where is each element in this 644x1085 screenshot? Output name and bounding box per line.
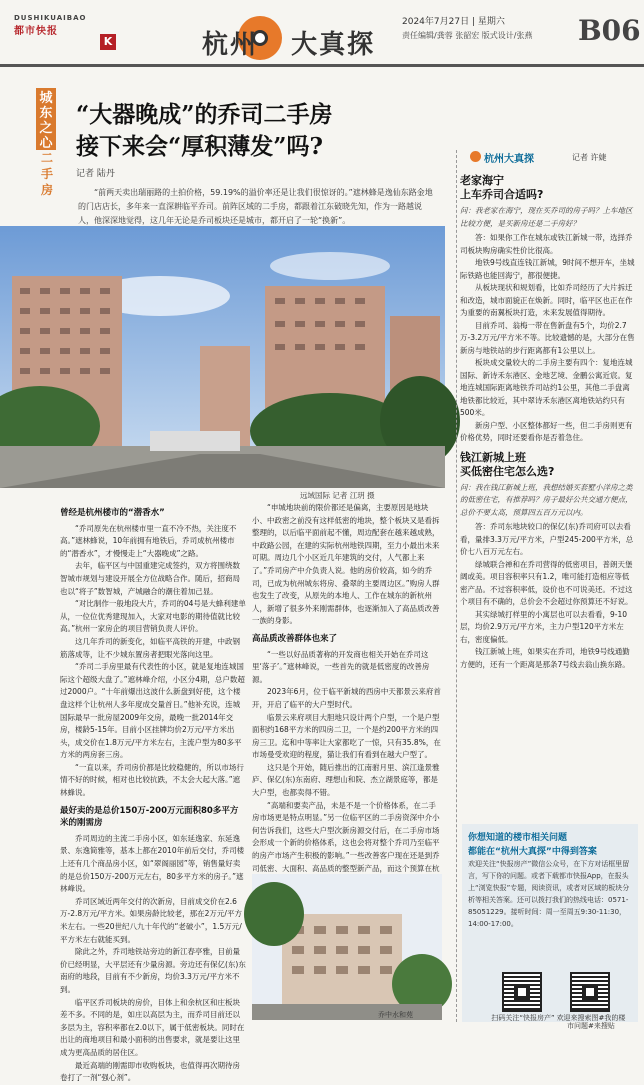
paragraph: 临平区乔司板块的房价，目体上和余杭区和庄板块差不多。不同的是，如庄以高层为主，而乔司目前还以多层为主，容积率都在2.0以下，属于低密板块。同时在出让的商地项目和最小面积的出售要求，就是要让这里成为更高品质的居住区。	[60, 997, 245, 1057]
qa-heading-2a: 钱江新城上班	[460, 450, 526, 464]
answer: 答：如果你工作在城东或铁江新城一带，选择乔司板块购房确实性价比很高。	[460, 233, 633, 255]
question: 问：我在钱江新城上班，我想结婚买套墅小洋房之类的低密住宅，有推荐吗？房子最好公共交通方便点，总价不要太高，预算四五百万元以内。	[460, 482, 633, 517]
qr-caption: 欢迎来搜索图#我的楼市问题#来搜贴	[556, 1014, 626, 1030]
sidebar-reporter: 记者 许婕	[572, 153, 607, 162]
brand-camera-icon	[470, 151, 481, 162]
article-column-2	[252, 502, 442, 872]
section-tag: 城东之心	[36, 88, 56, 150]
answer: 钱江新城上班，如果实在乔司，地铁9号线通勤方便的，还有一个距离是那条7号线去翁山换东路。	[460, 647, 630, 669]
column-banner	[180, 12, 394, 64]
answer: 答：乔司东地块较口的保亿(东)乔司府可以去看看，量排3.3万元/平方米，户型245-200平方米，总价七八百万元左右。	[460, 522, 634, 556]
paragraph: 2023年6月，位于临平新城的西房中天都景云来府首开，开启了临平的大户型时代。	[252, 687, 441, 709]
paragraph: “对比制作一般地段大片，乔司的04号是大蜂利建单从，一位位优秀建现加入，大家对电影的期待值就比较高。”杭州一家房企的项目营销负责人评价。	[60, 599, 246, 634]
promo-heading: 你想知道的楼市相关问题	[468, 833, 568, 843]
paragraph: “乔司原先在杭州楼市里一直不冷不热，关注度不高。”遮林蜂说，10年前拥有地铁后，乔司成杭州楼市的“潜香水”，才慢慢走上“大器晚成”之路。	[60, 523, 237, 558]
answer: 其实绿城打样里的小寓层也可以去看看，9-10层，均价2.9万元/平方米，主力户型120平方米左右，密度偏低。	[460, 609, 628, 644]
article-column-1	[60, 502, 246, 1083]
promo-box	[462, 824, 638, 1030]
question: 问：我老家在海宁，现在买乔司的房子吗？上车地区比较方便，是买新房还是二手房好？	[460, 206, 633, 228]
qr-code-icon[interactable]	[502, 972, 542, 1012]
answer: 地铁9号线直连钱江新城，9时间不想开车，坐城际铁路也能回海宁，都很便捷。	[460, 258, 635, 280]
logo-name: 都市快报	[14, 26, 58, 37]
secondary-photo	[252, 874, 442, 1020]
subheading: 曾经是杭州楼市的“潜香水”	[60, 508, 165, 518]
newspaper-logo	[14, 14, 113, 54]
qa-heading-1a: 老家海宁	[460, 174, 504, 187]
photo-caption: 远域国际 记者 江玥 摄	[300, 491, 375, 500]
header-divider	[0, 64, 644, 67]
paragraph: “一些以好品质著称的开发商也相关开始在乔司这里‘落子’。”遮林峰说，一些首先的就是低密度的改善房源。	[252, 649, 430, 684]
paragraph: “高端和要卖产品，未是不是一个价格体系，在二手房市场更是特点明显。”另一位临平区的二手房资深中介小何告诉我们，这些大户型次新房源交付后，在二手房市场会形成一个新的价格体系，这也会将对整个乔司乃至临平的房产市场产生积极的影响。”一些改善客户现在还是到乔司低密、大面积、高品质的整型新产品，而这个预算在杭	[252, 800, 440, 873]
column-title: 杭州 大真探	[202, 30, 376, 60]
promo-text: 欢迎关注“快报房产”微信公众号，在下方对话框里留言，写下你的问题。或者下载都市快报App，在报头上“浏览快报”专题，阅读资讯，或者对区域的板块分析等相关答案。还可以拨打我们的热线电话：0571-85051229。接听时间：周一至周五9:30-11:30，14:00-17:00。	[468, 860, 630, 928]
lead-paragraph: “前两天卖出瑞丽路的土拍价格，59.19%的溢价率还是让我们很惊讶的。”遮林蜂是逸仙东路金地的门店店长，多年来一直深耕临平乔司。前阵区域的二手房，都跟着江东破晓先知，作为一路越说人，他深深地觉得，这几年无论是乔司板块还是城市，都开启了一轮“换新”。	[78, 188, 433, 225]
main-photo	[0, 226, 445, 488]
paragraph: 最近高端的刚需即市收购板块，也值得再次期待房卷打了一剂“强心剂”。	[60, 1060, 240, 1083]
paragraph: 乔司周边的主流二手房小区，如东延逸家、东延逸景、东逸简雅等，基本上都在2010年前后交付，乔司楼上还有几个商品房小区，如“翠阁丽园”等，销售量好卖的是总价150万-200万元左右，80多平方米的房子。”遮林峰说。	[60, 833, 245, 894]
qr-caption: 扫码关注“快报房产”	[491, 1014, 555, 1022]
qa-heading-2b: 买低密住宅怎么选?	[460, 464, 555, 478]
paragraph: 乔司区域近两年交付的次新房，目前成交价在2.6万-2.8万元/平方米。如果房龄比较老，那在2万元/平方米左右。一些20世纪八九十年代的“老破小”，1.5万元/平方米左右就能买到。	[60, 896, 242, 944]
answer: 从板块现状和规划看，比如乔司经历了大片拆迁和改造，城市面貌正在焕新。同时，临平区也正在作为重要的南翼板块打造，未来发展值得期待。	[460, 283, 633, 317]
paragraph: 这只是个开始，随后推出的江南驸月里、滨江逢景雅庐、保亿(东)东南府、理想山和院、杰立湖景庭等，都是大户型，也都卖得不错。	[252, 762, 440, 798]
promo-subheading: 都能在“杭州大真探”中得到答案	[468, 847, 597, 857]
answer: 板块成交量较大的二手房主要有四个：复地连城国际、新诗禾东港区、金地艺境、金鹏公寓近宸。复地连城国际距离地铁乔司站约1公里，其他二手盘离地铁都比较近，其中翠诗禾东港区离地铁站约只有500米。	[460, 358, 633, 417]
answer: 绿城联合禅和在乔司营得的低密项目，普朗天堡阔或美。项目容积率只有1.2，唯可能打造相应等低密产品。不过容积率低，设价也不可说美还。不过这个项目有不确的，总价会不会超过你预算还不好说。	[460, 559, 633, 606]
answer: 新房户型、小区整体都好一些，但二手房则更有价格优势，同时还要看你是否着急住。	[460, 420, 633, 442]
paragraph: 这几年乔司的新变化，如临平高铁的开建，中政钢筋落成等，让不少城东置房者把眼光落向这里。	[60, 636, 240, 659]
paragraph: “申城地块前的限价都还是偏离，主要原因是地块小、中政密之前没有这样低密的地块，整个板块又是看拆整理的，以后临平面前起不懂，周边配套在越来越成熟，中政路公园，在建的实际杭州地铁四期，至力小最出未来可期。周边几个小区近几年建筑的交付，人气都上来了。”乔司房产中介负责人说。他的房价较高，如今的乔司，已成为杭州城东将房、叠翠的主要周边区。”购房人群也发生了改变，从原先的本地人、工作在城东的新杭州人，新增了很多外来刚需群体，也逐渐加入了高品质改善一族的身影。	[252, 503, 440, 626]
section-subtag: 二手房	[40, 151, 53, 197]
logo-k-icon: K	[100, 34, 116, 50]
answer: 目前乔司、翁梅一带在售新盘有5个，均价2.7万-3.2万元/平方米不等。比较遗憾的是，大部分在售新房与地铁站的步行距离都有1公里以上。	[460, 320, 635, 355]
qr-code-icon[interactable]	[570, 972, 610, 1012]
editor-credits: 责任编辑/龚蓉 张韶宏 版式设计/张燕	[402, 31, 533, 40]
paragraph: “一直以来，乔司房价都是比较稳健的，所以市场行情不好的时候，相对也比较抗跌，不太会大起大落。”遮林蜂说。	[60, 762, 244, 798]
qa-sidebar	[460, 168, 636, 828]
paragraph: 去年，临平区与中国重建完成签约，双方将围绕数智城市规划与建设开展全方位战略合作。随后，招商局也以“将子”数智城，产城融合的潮住着加己显。	[60, 561, 240, 596]
issue-date: 2024年7月27日 | 星期六	[402, 17, 505, 27]
subheading: 高品质改善群体也来了	[252, 633, 338, 644]
paragraph: 除此之外，乔司地铁站旁边的新江春亭雅，目前量价已经明显，大平层还有少量房源。旁边还有保亿(东)东南府的地段，目前有不少新房，均价3.3万元/平方米不到。	[60, 947, 246, 994]
headline-line-1: “大器晚成”的乔司二手房	[76, 101, 333, 128]
logo-pinyin: DUSHIKUAIBAO	[14, 14, 87, 22]
sidebar-brand: 杭州大真探	[484, 150, 534, 165]
paragraph: “乔司二手房里最有代表性的小区，就是复地连城国际这个超级大盘了。”遮林峰介绍，小区分4期，总户数超过2000户。“十年前爆出这波什么新盘到好使，这个楼盘这样个让杭州人多年度成交量首日。”他补充说，连城国际最早一批房屋2009年交房，最晚一批2014年交房，楼龄5-15年。目前小区挂牌均价2万元/平方米出头，成交价在1.8万元/平方米左右，主流户型为80多平方米的两房套三房。	[60, 662, 245, 760]
qa-heading-1b: 上车乔司合适吗?	[460, 188, 544, 201]
paragraph: 临景云来府项目大胆地只设计两个户型，一个是户型面积约168平方米的四房二卫，一个是约200平方米的四房三卫。迄和中等率让大家都吃了一惊，只有35.8%，在市场曼受欢迎的程度，猫让我们有看到在越大户型了。	[252, 712, 441, 760]
secondary-photo-caption: 乔中水和苑	[378, 1011, 413, 1019]
headline-line-2: 接下来会“厚积薄发”吗?	[76, 133, 323, 160]
subheading: 最好卖的是总价150万-200万元面积80多平方米的刚需房	[60, 805, 239, 829]
byline: 记者 陆丹	[76, 169, 115, 179]
page-number: B06	[578, 14, 641, 47]
